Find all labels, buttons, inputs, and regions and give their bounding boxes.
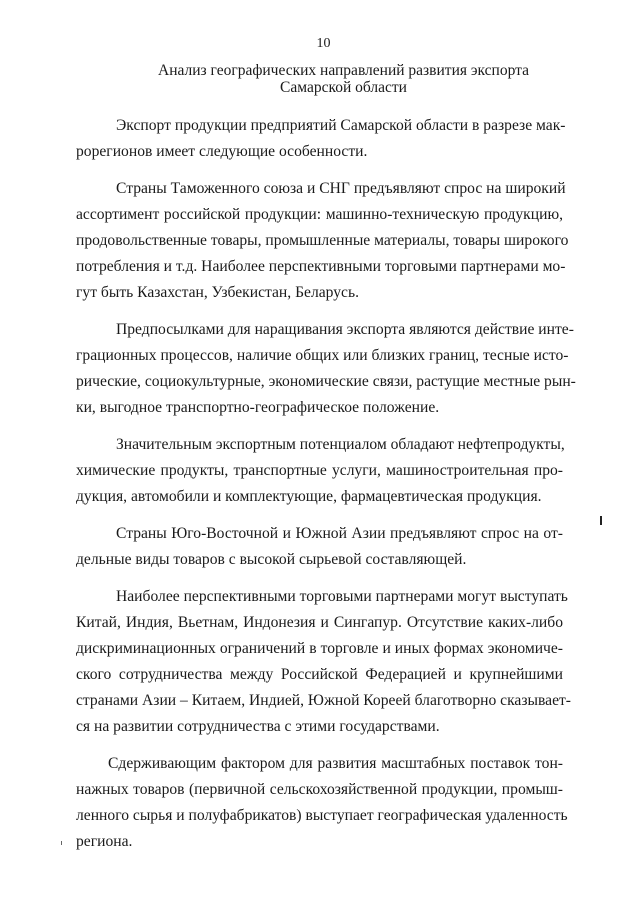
text-line: Китай, Индия, Вьетнам, Индонезия и Сингапур. Отсутствие каких-либо [76,614,563,631]
document-title [0,62,639,96]
text-line: нажных товаров (первичной сельскохозяйственной продукции, промыш- [76,781,563,798]
text-line: дукция, автомобили и комплектующие, фармацевтическая продукция. [76,488,542,505]
scan-mark [61,841,62,845]
title-line-2: Самарской области [280,79,407,96]
text-line: ского сотрудничества между Российской Федерацией и крупнейшими [76,666,563,683]
text-line: грационных процессов, наличие общих или близких границ, тесные исто- [76,347,569,364]
text-line: Значительным экспортным потенциалом обладают нефтепродукты, [116,436,565,453]
text-line: региона. [76,833,133,850]
text-line: рические, социокультурные, экономические связи, растущие местные рын- [76,373,576,390]
text-line: ассортимент российской продукции: машинно-техническую продукцию, [76,206,563,223]
text-line: Страны Юго-Восточной и Южной Азии предъявляют спрос на от- [116,525,563,542]
text-line: ся на развитии сотрудничества с этими государствами. [76,718,440,735]
text-line: ки, выгодное транспортно-географическое положение. [76,399,440,416]
paragraph [76,113,566,165]
text-line: рорегионов имеет следующие особенности. [76,143,368,160]
text-line: Наиболее перспективными торговыми партнерами могут выступать [116,588,568,605]
page-number: 10 [316,36,331,51]
text-line: дискриминационных ограничений в торговле и иных формах экономиче- [76,640,563,657]
paragraph [76,584,571,740]
text-line: химические продукты, транспортные услуги, машиностроительная про- [76,462,563,479]
title-line-1: Анализ географических направлений развития экспорта [158,62,529,79]
paragraph [76,751,568,855]
text-line: странами Азии – Китаем, Индией, Южной Кореей благотворно сказывает- [76,692,571,709]
body-text [76,113,576,866]
text-line: ленного сырья и полуфабрикатов) выступает географическая удаленность [76,807,568,824]
text-line: Сдерживающим фактором для развития масштабных поставок тон- [108,755,563,772]
text-line: потребления и т.д. Наиболее перспективными торговыми партнерами мо- [76,258,566,275]
scan-mark [600,516,602,525]
text-line: Предпосылками для наращивания экспорта являются действие инте- [116,321,574,338]
text-line: дельные виды товаров с высокой сырьевой составляющей. [76,551,467,568]
text-line: Экспорт продукции предприятий Самарской области в разрезе мак- [116,117,566,134]
text-line: Страны Таможенного союза и СНГ предъявляют спрос на широкий [116,180,566,197]
text-line: гут быть Казахстан, Узбекистан, Беларусь. [76,284,359,301]
paragraph [76,317,576,421]
text-line: продовольственные товары, промышленные материалы, товары широкого [76,232,569,249]
paragraph [76,432,563,510]
paragraph [76,176,569,306]
paragraph [76,521,563,573]
